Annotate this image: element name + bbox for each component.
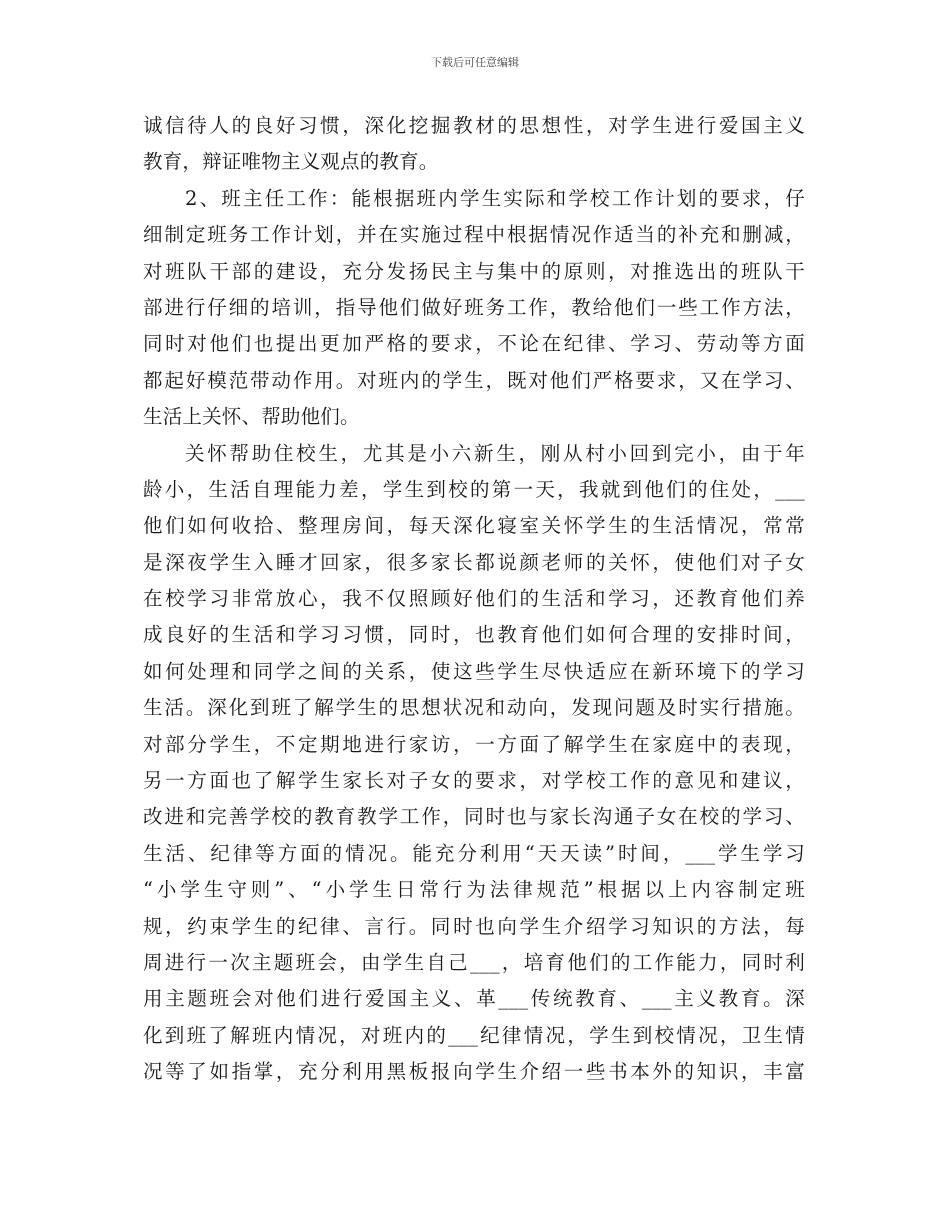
text-line: 同时对他们也提出更加严格的要求，不论在纪律、学习、劳动等方面 bbox=[143, 332, 805, 356]
text-line: 教育，辩证唯物主义观点的教育。 bbox=[143, 150, 439, 174]
text-line: 生活。深化到班了解学生的思想状况和动向，发现问题及时实行措施。 bbox=[143, 696, 805, 720]
text-line: 另一方面也了解学生家长对子女的要求，对学校工作的意见和建议， bbox=[143, 769, 805, 793]
text-line: 规，约束学生的纪律、言行。同时也向学生介绍学习知识的方法，每 bbox=[143, 914, 805, 938]
text-line: 都起好模范带动作用。对班内的学生，既对他们严格要求，又在学习、 bbox=[143, 368, 805, 392]
text-line: “小学生守则”、“小学生日常行为法律规范”根据以上内容制定班 bbox=[143, 878, 805, 902]
text-line: 生活上关怀、帮助他们。 bbox=[143, 405, 360, 429]
text-line: 对部分学生，不定期地进行家访，一方面了解学生在家庭中的表现， bbox=[143, 732, 805, 756]
text-line: 如何处理和同学之间的关系，使这些学生尽快适应在新环境下的学习 bbox=[143, 659, 805, 683]
text-line: 周进行一次主题班会，由学生自己___，培育他们的工作能力，同时利 bbox=[143, 950, 805, 974]
text-line: 他们如何收拾、整理房间，每天深化寝室关怀学生的生活情况，常常 bbox=[143, 514, 805, 538]
text-line: 在校学习非常放心，我不仅照顾好他们的生活和学习，还教育他们养 bbox=[143, 587, 805, 611]
text-line: 化到班了解班内情况，对班内的___纪律情况，学生到校情况，卫生情 bbox=[143, 1023, 805, 1047]
text-line: 况等了如指掌，充分利用黑板报向学生介绍一些书本外的知识，丰富 bbox=[143, 1060, 805, 1084]
text-line: 对班队干部的建设，充分发扬民主与集中的原则，对推选出的班队干 bbox=[143, 259, 805, 283]
text-line: 是深夜学生入睡才回家，很多家长都说颜老师的关怀，使他们对子女 bbox=[143, 550, 805, 574]
text-line: 生活、纪律等方面的情况。能充分利用“天天读”时间，___学生学习 bbox=[143, 841, 805, 865]
text-line: 细制定班务工作计划，并在实施过程中根据情况作适当的补充和删减， bbox=[143, 223, 805, 247]
text-line: 龄小，生活自理能力差，学生到校的第一天，我就到他们的住处，___ bbox=[143, 477, 805, 501]
page-header-note: 下载后可任意编辑 bbox=[431, 56, 519, 69]
text-line: 关怀帮助住校生，尤其是小六新生，刚从村小回到完小，由于年 bbox=[185, 441, 805, 465]
text-line: 部进行仔细的培训，指导他们做好班务工作，教给他们一些工作方法， bbox=[143, 295, 805, 319]
text-line: 改进和完善学校的教育教学工作，同时也与家长沟通子女在校的学习、 bbox=[143, 805, 805, 829]
text-line: 用主题班会对他们进行爱国主义、革___传统教育、___主义教育。深 bbox=[143, 987, 805, 1011]
text-line: 2、班主任工作：能根据班内学生实际和学校工作计划的要求，仔 bbox=[185, 186, 805, 210]
text-line: 诚信待人的良好习惯，深化挖掘教材的思想性，对学生进行爱国主义 bbox=[143, 114, 805, 137]
document-body bbox=[143, 108, 805, 1091]
text-line: 成良好的生活和学习习惯，同时，也教育他们如何合理的安排时间， bbox=[143, 623, 805, 647]
